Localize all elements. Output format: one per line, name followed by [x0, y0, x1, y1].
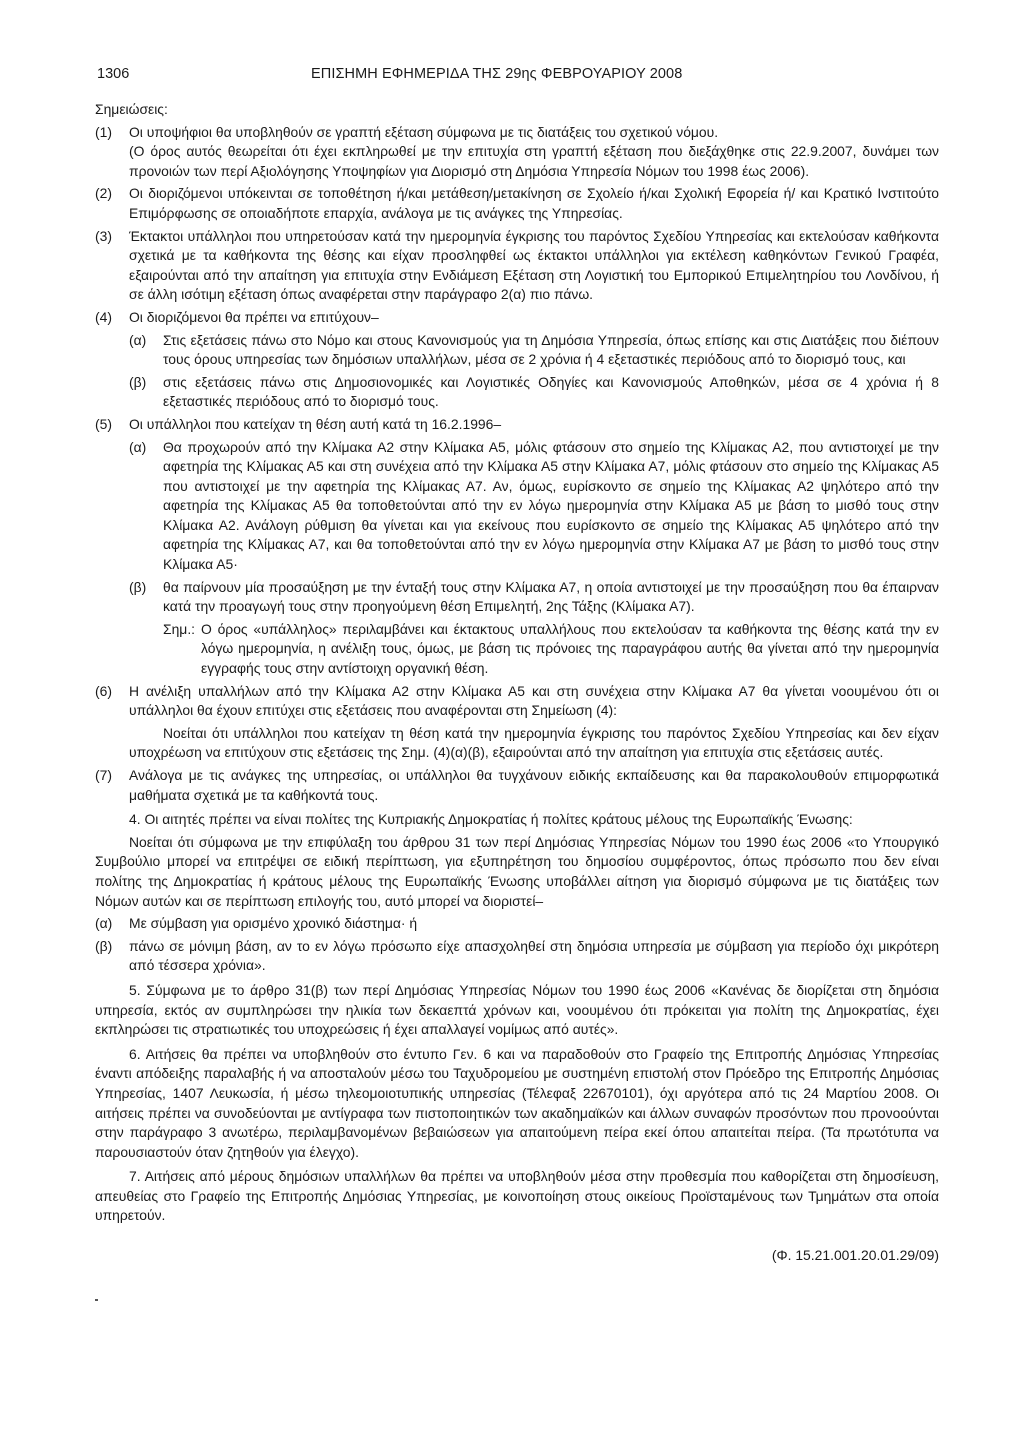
- sub-item-a: [129, 331, 939, 370]
- margin-mark: [95, 1299, 98, 1301]
- note-text: Οι υποψήφιοι θα υποβληθούν σε γραπτή εξέταση σύμφωνα με τις διατάξεις του σχετικού νόμου.: [129, 123, 719, 140]
- note-5: [95, 415, 939, 617]
- sub-item-b: [129, 373, 939, 412]
- note-text: Οι διοριζόμενοι υπόκεινται σε τοποθέτηση ή/και μετάθεση/μετακίνηση σε Σχολείο ή/και Σχολική Εφορεία ή/ και Κρατικό Ινστιτούτο Επιμόρφωσης σε οποιαδήποτε επαρχία, ανάλογα με τις ανάγκες της Υπηρεσίας.: [129, 185, 939, 221]
- note-intro: Οι διοριζόμενοι θα πρέπει να επιτύχουν–: [129, 308, 379, 325]
- sub-label: (β): [129, 373, 147, 390]
- note-5-remark: [163, 620, 939, 679]
- note-text: (Ο όρος αυτός θεωρείται ότι έχει εκπληρωθεί με την επιτυχία στη γραπτή εξέταση που διεξάχθηκε στις 22.9.2007, δυνάμει των προνοιών των περί Αξιολόγησης Υποψηφίων για Διορισμό στη Δημόσια Υπηρεσία Νόμων του 1998 έως 2006).: [129, 143, 939, 179]
- section-7: 7. Αιτήσεις από μέρους δημόσιων υπαλλήλων θα πρέπει να υποβληθούν μέσα στην προθεσμία που καθορίζεται στη δημοσίευση, απευθείας στο Γραφείο της Επιτροπής Δημόσιας Υπηρεσίας, με κοινοποίηση στους οικείους Προϊσταμένους των Τμημάτων στα οποία υπηρετούν.: [95, 1168, 939, 1224]
- note-text: Ανάλογα με τις ανάγκες της υπηρεσίας, οι υπάλληλοι θα τυγχάνουν ειδικής εκπαίδευσης και θα παρακολουθούν επιμορφωτικά μαθήματα σχετικά με τα καθήκοντά τους.: [129, 767, 939, 803]
- section-4-item-a: [95, 914, 939, 934]
- note-7: [95, 766, 939, 805]
- sub-text: Θα προχωρούν από την Κλίμακα Α2 στην Κλίμακα Α5, μόλις φτάσουν στο σημείο της Κλίμακας Α2, που αντιστοιχεί με την αφετηρία της Κλίμακας Α5 και στη συνέχεια από την Κλίμακα Α5 στην Κλίμακα Α7, μόλις φτάσουν στο σημείο της Κλίμακας Α5 που αντιστοιχεί με την αφετηρία της Κλίμακας Α7. Αν, όμως, ευρίσκοντο σε σημείο της Κλίμακας Α2 ψηλότερο από την αφετηρία της Κλίμακας Α5 θα τοποθετούνται από την εν λόγω ημερομηνία στην Κλίμακα Α5 με βάση το μισθό τους στην Κλίμακα Α2. Ανάλογη ρύθμιση θα γίνεται και για εκείνους που ευρίσκοντο σε σημείο της Κλίμακας Α5 ψηλότερο από την αφετηρία της Κλίμακας Α7, και θα τοποθετούνται από την εν λόγω ημερομηνία στην Κλίμακα Α7 με βάση το μισθό τους στην Κλίμακα Α5·: [163, 438, 939, 573]
- notes-title: Σημειώσεις:: [95, 101, 168, 117]
- note-number: (7): [95, 767, 112, 783]
- sub-text: στις εξετάσεις πάνω στις Δημοσιονομικές και Λογιστικές Οδηγίες και Κανονισμούς Αποθηκών, μέσα σε 4 χρόνια ή 8 εξεταστικές περιόδους από το διορισμό τους.: [163, 373, 939, 410]
- file-reference: (Φ. 15.21.001.20.01.29/09): [771, 1247, 939, 1264]
- remark-label: Σημ.:: [163, 620, 196, 637]
- note-number: (6): [95, 682, 112, 699]
- note-6-proviso: Νοείται ότι υπάλληλοι που κατείχαν τη θέση κατά την ημερομηνία έγκρισης του παρόντος Σχεδίου Υπηρεσίας και δεν είχαν υποχρέωση να επιτύχουν στις εξετάσεις της Σημ. (4)(α)(β), εξαιρούνται από την απαίτηση για επιτυχία στις εξετάσεις αυτές.: [129, 724, 939, 761]
- remark-text: Ο όρος «υπάλληλος» περιλαμβάνει και έκτακτους υπαλλήλους που εκτελούσαν τα καθήκοντα της θέσης κατά την εν λόγω ημερομηνία, η ανέλιξη τους, όμως, με βάση τις πρόνοιες της παραγράφου αυτής θα γίνεται από την ημερομηνία εγγραφής τους στην αντίστοιχη οργανική θέση.: [201, 620, 939, 677]
- note-intro: Οι υπάλληλοι που κατείχαν τη θέση αυτή κατά τη 16.2.1996–: [129, 415, 502, 432]
- note-number: (2): [95, 185, 112, 202]
- sub-item-b: [129, 578, 939, 617]
- sub-label: (α): [95, 915, 113, 932]
- note-2: [95, 184, 939, 223]
- note-text: Έκτακτοι υπάλληλοι που υπηρετούσαν κατά την ημερομηνία έγκρισης του παρόντος Σχεδίου Υπηρεσίας και εκτελούσαν καθήκοντα σχετικά με τα καθήκοντα της θέσης και είχαν προσληφθεί ως έκτακτοι υπάλληλοι για εκτέλεση καθηκόντων Γενικού Γραφέα, εξαιρούνται από την απαίτηση για επιτυχία στην Ενδιάμεση Εξέταση στη Λογιστική του Εμπορικού Επιμελητηρίου του Λονδίνου, ή σε άλλη ισότιμη εξέταση όπως αναφέρεται στην παράγραφο 2(α) πιο πάνω.: [129, 227, 939, 303]
- note-1: [95, 123, 939, 182]
- sub-label: (β): [129, 578, 147, 595]
- sub-text: πάνω σε μόνιμη βάση, αν το εν λόγω πρόσωπο είχε απασχοληθεί στη δημόσια υπηρεσία με σύμβαση για περίοδο όχι μικρότερη από τέσσερα χρόνια».: [129, 937, 939, 974]
- section-4-proviso: Νοείται ότι σύμφωνα με την επιφύλαξη του άρθρου 31 των περί Δημόσιας Υπηρεσίας Νόμων του 1990 έως 2006 «το Υπουργικό Συμβούλιο μπορεί να επιτρέψει σε ειδική περίπτωση, για εξυπηρέτηση του δημοσίου συμφέροντος, όπως πρόσωπο που δεν είναι πολίτης της Δημοκρατίας ή κράτους μέλους της Ευρωπαϊκής Ένωσης υποβάλλει αίτηση για διορισμό σύμφωνα με τις διατάξεις των Νόμων αυτών και σε περίπτωση επιλογής του, αυτό μπορεί να διοριστεί–: [95, 833, 939, 909]
- note-6: [95, 682, 939, 721]
- sub-text: Με σύμβαση για ορισμένο χρονικό διάστημα· ή: [129, 915, 418, 932]
- note-number: (1): [95, 123, 112, 140]
- sub-label: (α): [129, 438, 147, 455]
- sub-item-a: [129, 438, 939, 575]
- section-4-item-b: [95, 937, 939, 976]
- page-number: 1306: [97, 66, 130, 82]
- sub-text: Στις εξετάσεις πάνω στο Νόμο και στους Κανονισμούς για τη Δημόσια Υπηρεσία, όπως επίσης και στις Διατάξεις που διέπουν τους όρους υπηρεσίας των δημόσιων υπαλλήλων, μέσα σε 2 χρόνια ή 4 εξεταστικές περιόδους από το διορισμό τους, και: [163, 331, 939, 368]
- sub-label: (α): [129, 331, 147, 348]
- note-number: (4): [95, 308, 112, 325]
- section-5: 5. Σύμφωνα με το άρθρο 31(β) των περί Δημόσιας Υπηρεσίας Νόμων του 1990 έως 2006 «Κανένας δε διορίζεται στη δημόσια υπηρεσία, εκτός αν συμπληρώσει την ηλικία των δεκαεπτά χρόνων και, νοουμένου ότι πρόκειται για πολίτη της Δημοκρατίας, έχει εκπληρώσει τις στρατιωτικές του υποχρεώσεις ή έχει απαλλαγεί νομίμως από αυτές».: [95, 981, 939, 1038]
- note-number: (3): [95, 227, 112, 244]
- sub-label: (β): [95, 937, 113, 954]
- gazette-header-title: ΕΠΙΣΗΜΗ ΕΦΗΜΕΡΙΔΑ ΤΗΣ 29ης ΦΕΒΡΟΥΑΡΙΟΥ 2008: [311, 66, 683, 82]
- note-4: [95, 308, 939, 412]
- section-6: 6. Αιτήσεις θα πρέπει να υποβληθούν στο έντυπο Γεν. 6 και να παραδοθούν στο Γραφείο της Επιτροπής Δημόσιας Υπηρεσίας έναντι απόδειξης παραλαβής ή να αποσταλούν μέσω του Ταχυδρομείου με συστημένη επιστολή στον Πρόεδρο της Επιτροπής Δημόσιας Υπηρεσίας, 1407 Λευκωσία, ή μέσω τηλεομοιοτυπικής υπηρεσίας (Τέλεφαξ 22670101), όχι αργότερα από τις 24 Μαρτίου 2008. Οι αιτήσεις πρέπει να συνοδεύονται με αντίγραφα των πιστοποιητικών των ακαδημαϊκών και άλλων συναφών προσόντων που προνοούνται στην παράγραφο 3 ανωτέρω, περιλαμβανομένων βεβαιώσεων για απαιτούμενη πείρα εκεί όπου απαιτείται πείρα. (Τα πρωτότυπα να παρουσιαστούν όταν ζητηθούν για έλεγχο).: [95, 1045, 939, 1160]
- document-body: [95, 100, 939, 1266]
- note-text: Η ανέλιξη υπαλλήλων από την Κλίμακα Α2 στην Κλίμακα Α5 και στη συνέχεια στην Κλίμακα Α7 θα γίνεται νοουμένου ότι οι υπάλληλοι θα έχουν επιτύχει στις εξετάσεις που αναφέρονται στη Σημείωση (4):: [129, 682, 939, 719]
- sub-text: θα παίρνουν μία προσαύξηση με την ένταξή τους στην Κλίμακα Α7, η οποία αντιστοιχεί με την προσαύξηση που θα έπαιρναν κατά την προαγωγή τους στην προηγούμενη θέση Επιμελητή, 2ης Τάξης (Κλίμακα Α7).: [163, 578, 939, 615]
- note-number: (5): [95, 415, 112, 432]
- section-4: 4. Οι αιτητές πρέπει να είναι πολίτες της Κυπριακής Δημοκρατίας ή πολίτες κράτους μέλους της Ευρωπαϊκής Ένωσης:: [129, 811, 853, 828]
- note-3: [95, 227, 939, 305]
